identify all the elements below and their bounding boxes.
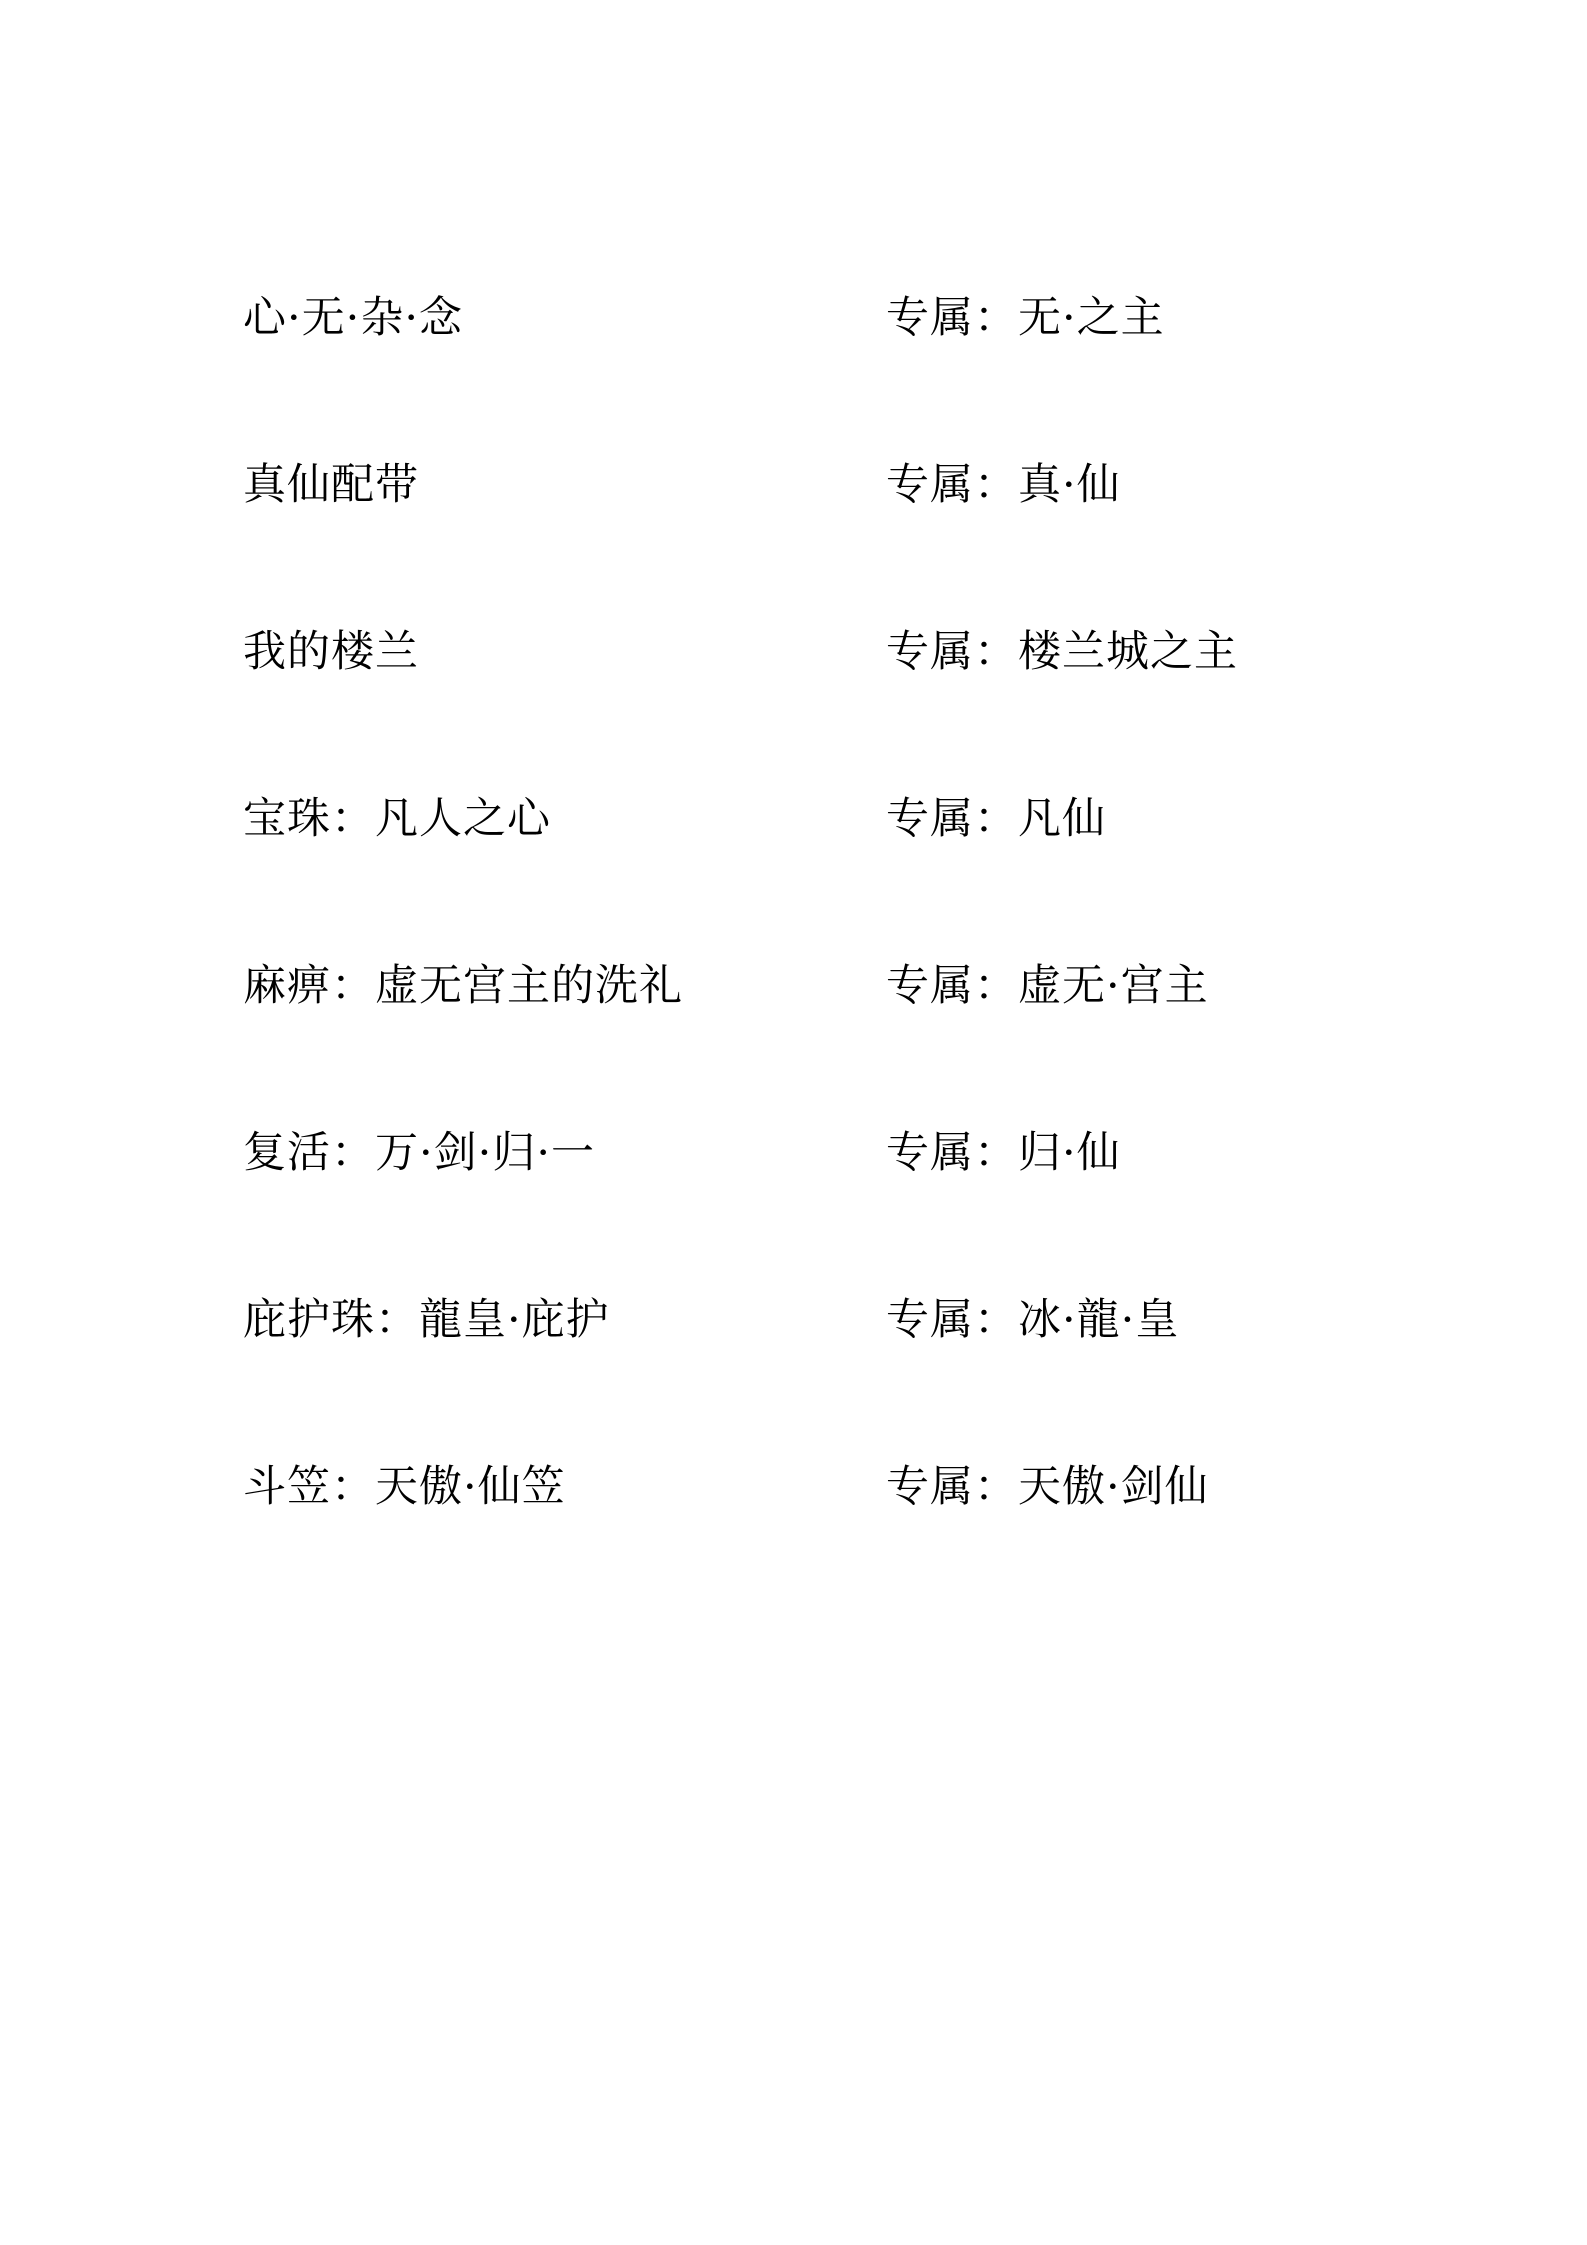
item-exclusive: 专属：归·仙 bbox=[886, 1128, 1121, 1178]
item-exclusive: 专属：天傲·剑仙 bbox=[886, 1462, 1209, 1512]
list-item bbox=[0, 779, 1587, 859]
list-item bbox=[0, 1447, 1587, 1527]
item-exclusive: 专属：无·之主 bbox=[886, 293, 1165, 343]
item-name: 庇护珠：龍皇·庇护 bbox=[243, 1295, 610, 1345]
item-exclusive: 专属：冰·龍·皇 bbox=[886, 1295, 1180, 1345]
list-item bbox=[0, 1280, 1587, 1360]
list-item bbox=[0, 445, 1587, 525]
item-name: 麻痹：虚无宫主的洗礼 bbox=[243, 961, 683, 1011]
item-name: 真仙配带 bbox=[243, 460, 419, 510]
list-item bbox=[0, 278, 1587, 358]
item-exclusive: 专属：凡仙 bbox=[886, 794, 1106, 844]
list-item bbox=[0, 946, 1587, 1026]
list-item bbox=[0, 1113, 1587, 1193]
item-name: 我的楼兰 bbox=[243, 627, 419, 677]
item-exclusive: 专属：楼兰城之主 bbox=[886, 627, 1238, 677]
item-name: 宝珠：凡人之心 bbox=[243, 794, 551, 844]
list-item bbox=[0, 612, 1587, 692]
item-name: 斗笠：天傲·仙笠 bbox=[243, 1462, 566, 1512]
item-exclusive: 专属：真·仙 bbox=[886, 460, 1121, 510]
item-name: 复活：万·剑·归·一 bbox=[243, 1128, 596, 1178]
item-exclusive: 专属：虚无·宫主 bbox=[886, 961, 1209, 1011]
item-name: 心·无·杂·念 bbox=[243, 293, 464, 343]
